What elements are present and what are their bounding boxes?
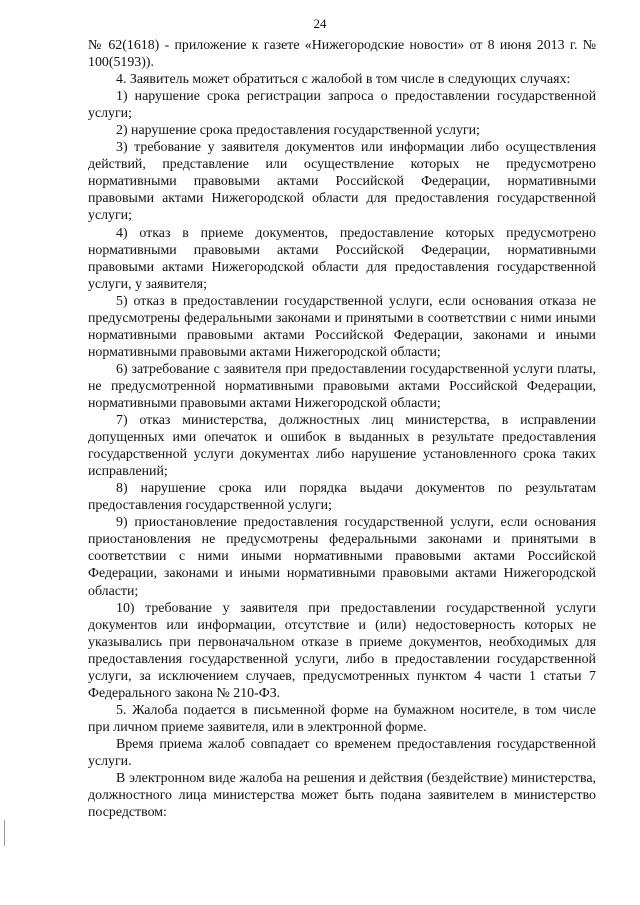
- list-item-case-2: 2) нарушение срока предоставления государственной услуги;: [116, 123, 480, 139]
- list-item-case-7: 7) отказ министерства, должностных лиц министерства, в исправлении допущенных ими опечаток и ошибок в выданных в результате предоставления государственной услуги документах либо нарушение установленного срока таких исправлений;: [88, 413, 596, 480]
- page-number: 24: [313, 16, 327, 31]
- list-item-case-10: 10) требование у заявителя при предоставлении государственной услуги документов или информации, отсутствие и (или) недостоверность которых не указывались при первоначальном отказе в приеме документов, необходимых для предоставления государственной услуги, либо в предоставлении государственной услуги, за исключением случаев, предусмотренных пунктом 4 части 1 статьи 7 Федерального закона № 210-ФЗ.: [88, 600, 596, 701]
- scan-edge-mark: [4, 820, 5, 846]
- paragraph-complaint-time: Время приема жалоб совпадает со временем предоставления государственной услуги.: [88, 736, 596, 769]
- document-body: [88, 37, 596, 821]
- paragraph-electronic-complaint: В электронном виде жалоба на решения и действия (бездействие) министерства, должностного лица министерства может быть подана заявителем в министерство посредством:: [88, 771, 596, 821]
- list-item-case-4: 4) отказ в приеме документов, предоставление которых предусмотрено нормативными правовыми актами Российской Федерации, нормативными правовыми актами Нижегородской области для предоставления государственной услуги, у заявителя;: [88, 225, 596, 292]
- paragraph-complaint-form: 5. Жалоба подается в письменной форме на бумажном носителе, в том числе при личном приеме заявителя, или в электронной форме.: [88, 702, 596, 735]
- list-item-case-6: 6) затребование с заявителя при предоставлении государственной услуги платы, не предусмотренной нормативными правовыми актами Российской Федерации, нормативными правовыми актами Нижегородской области;: [88, 361, 596, 411]
- list-item-case-8: 8) нарушение срока или порядка выдачи документов по результатам предоставления государственной услуги;: [88, 481, 596, 514]
- list-item-case-3: 3) требование у заявителя документов или информации либо осуществления действий, представление или осуществление которых не предусмотрено нормативными правовыми актами Российской Федерации, нормативными правовыми актами Нижегородской области для предоставления государственной услуги;: [88, 140, 596, 224]
- list-item-case-5: 5) отказ в предоставлении государственной услуги, если основания отказа не предусмотрены федеральными законами и принятыми в соответствии с ними иными нормативными правовыми актами Российской Федерации, законами и иными нормативными правовыми актами Нижегородской области;: [88, 293, 596, 360]
- list-item-case-9: 9) приостановление предоставления государственной услуги, если основания приостановления не предусмотрены федеральными законами и принятыми в соответствии с ними иными нормативными правовыми актами Российской Федерации, законами и иными нормативными правовыми актами Нижегородской области;: [88, 515, 596, 599]
- paragraph-source-note: № 62(1618) - приложение к газете «Нижегородские новости» от 8 июня 2013 г. № 100(5193)).: [88, 38, 596, 71]
- list-item-case-1: 1) нарушение срока регистрации запроса о предоставлении государственной услуги;: [88, 89, 596, 122]
- paragraph-complaint-cases-intro: 4. Заявитель может обратиться с жалобой в том числе в следующих случаях:: [116, 72, 571, 88]
